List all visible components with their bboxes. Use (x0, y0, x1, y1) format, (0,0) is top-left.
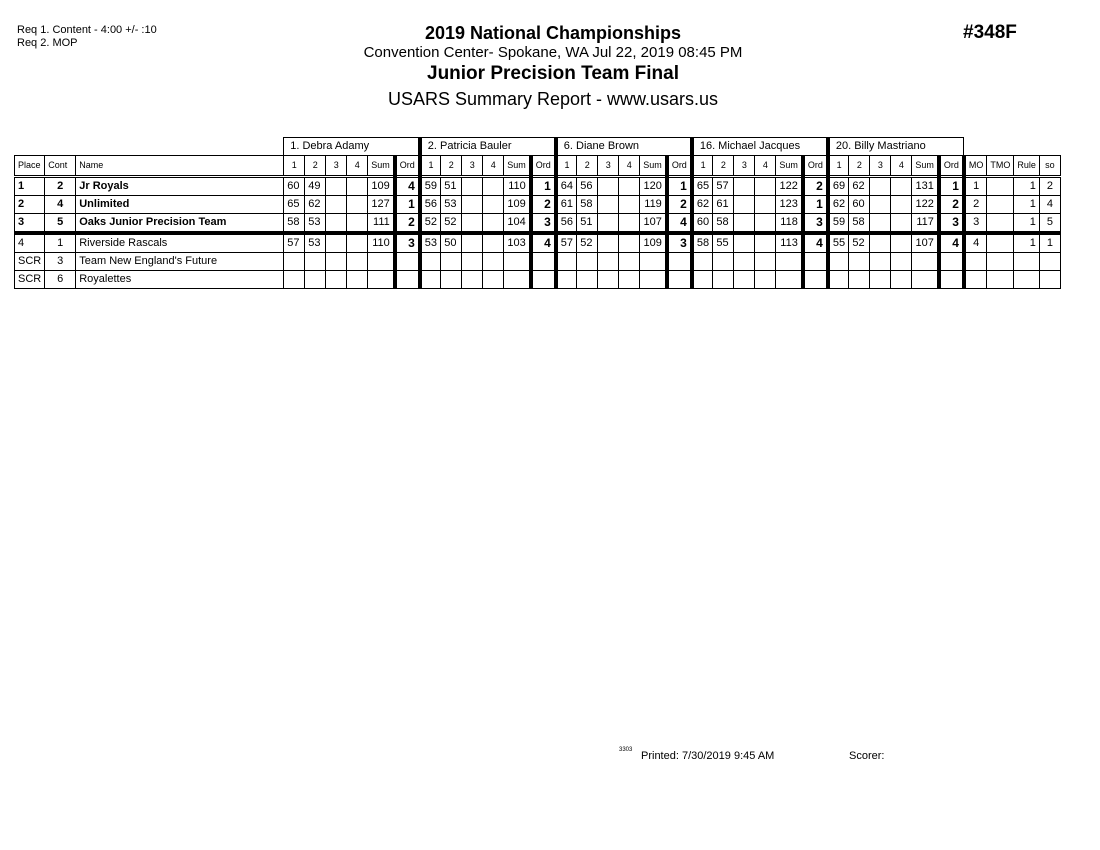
score-ord-cell: 3 (395, 233, 420, 253)
score-s3-cell (598, 253, 619, 271)
column-header-s1: 1 (420, 156, 441, 177)
score-s1-cell (692, 253, 713, 271)
score-s3-cell (462, 233, 483, 253)
score-sum-cell: 117 (912, 214, 939, 234)
score-s4-cell (619, 196, 640, 214)
score-s4-cell (619, 253, 640, 271)
score-s4-cell (619, 177, 640, 196)
score-ord-cell: 2 (667, 196, 692, 214)
score-s1-cell: 56 (556, 214, 577, 234)
score-sum-cell: 104 (504, 214, 531, 234)
score-ord-cell: 1 (395, 196, 420, 214)
score-s4-cell (755, 271, 776, 289)
column-header-s1: 1 (828, 156, 849, 177)
score-s3-cell (870, 177, 891, 196)
score-ord-cell: 1 (803, 196, 828, 214)
score-ord-cell: 4 (667, 214, 692, 234)
score-s3-cell (598, 271, 619, 289)
tmo-cell (987, 214, 1014, 234)
venue-datetime: Convention Center- Spokane, WA Jul 22, 2019 08:45 PM (363, 44, 743, 61)
score-ord-cell: 1 (531, 177, 556, 196)
requirement-2: Req 2. MOP (17, 37, 78, 49)
score-ord-cell: 3 (939, 214, 964, 234)
score-ord-cell: 1 (939, 177, 964, 196)
column-header-s2: 2 (577, 156, 598, 177)
score-s4-cell (891, 214, 912, 234)
score-sum-cell: 110 (504, 177, 531, 196)
score-s2-cell: 53 (305, 214, 326, 234)
score-s2-cell: 52 (441, 214, 462, 234)
column-header-ord: Ord (395, 156, 420, 177)
so-cell (1039, 271, 1060, 289)
judge-name: 16. Michael Jacques (692, 138, 828, 156)
score-s4-cell (619, 271, 640, 289)
score-s2-cell: 58 (713, 214, 734, 234)
report-subtitle: USARS Summary Report - www.usars.us (387, 89, 719, 109)
score-ord-cell: 4 (531, 233, 556, 253)
column-header-cont: Cont (45, 156, 76, 177)
score-s1-cell (284, 253, 305, 271)
score-s3-cell (326, 271, 347, 289)
score-ord-cell: 3 (667, 233, 692, 253)
score-s4-cell (891, 271, 912, 289)
table-row (15, 271, 1061, 289)
score-sum-cell: 131 (912, 177, 939, 196)
rule-cell: 1 (1014, 177, 1040, 196)
score-s2-cell: 58 (577, 196, 598, 214)
table-row (15, 253, 1061, 271)
score-ord-cell (667, 253, 692, 271)
score-sum-cell: 109 (368, 177, 395, 196)
score-s3-cell (598, 177, 619, 196)
score-sum-cell: 127 (368, 196, 395, 214)
score-sum-cell (776, 271, 803, 289)
score-ord-cell (803, 271, 828, 289)
table-row (15, 196, 1061, 214)
score-s2-cell: 49 (305, 177, 326, 196)
table-row (15, 233, 1061, 253)
tmo-cell (987, 253, 1014, 271)
score-s4-cell (347, 253, 368, 271)
score-s4-cell (619, 233, 640, 253)
score-s2-cell (849, 271, 870, 289)
column-header-s3: 3 (462, 156, 483, 177)
so-cell: 5 (1039, 214, 1060, 234)
competition-title: 2019 National Championships (424, 23, 682, 43)
score-s1-cell: 60 (692, 214, 713, 234)
column-header-row (15, 156, 1061, 177)
score-s1-cell: 55 (828, 233, 849, 253)
score-s1-cell: 65 (692, 177, 713, 196)
score-sum-cell: 111 (368, 214, 395, 234)
score-s2-cell: 53 (305, 233, 326, 253)
so-cell: 2 (1039, 177, 1060, 196)
rule-cell: 1 (1014, 196, 1040, 214)
score-s1-cell: 57 (284, 233, 305, 253)
place-cell: SCR (15, 253, 45, 271)
cont-cell: 5 (45, 214, 76, 234)
score-s2-cell: 56 (577, 177, 598, 196)
score-sum-cell (504, 253, 531, 271)
score-s2-cell: 62 (849, 177, 870, 196)
score-ord-cell: 2 (803, 177, 828, 196)
score-s4-cell (483, 233, 504, 253)
column-header-tmo: TMO (987, 156, 1014, 177)
place-cell: SCR (15, 271, 45, 289)
rule-cell: 1 (1014, 233, 1040, 253)
column-header-ord: Ord (939, 156, 964, 177)
score-s4-cell (347, 271, 368, 289)
score-s1-cell: 53 (420, 233, 441, 253)
requirements-block (17, 24, 157, 50)
score-s4-cell (891, 253, 912, 271)
table-row (15, 177, 1061, 196)
score-ord-cell (803, 253, 828, 271)
score-s1-cell: 60 (284, 177, 305, 196)
table-row (15, 214, 1061, 234)
score-s3-cell (462, 196, 483, 214)
score-sum-cell: 119 (640, 196, 667, 214)
team-name-cell: Team New England's Future (76, 253, 284, 271)
place-cell: 2 (15, 196, 45, 214)
score-s1-cell: 65 (284, 196, 305, 214)
score-s1-cell: 59 (828, 214, 849, 234)
mo-cell: 1 (964, 177, 987, 196)
score-s3-cell (734, 233, 755, 253)
score-s4-cell (755, 253, 776, 271)
column-header-so: so (1039, 156, 1060, 177)
score-sum-cell: 109 (504, 196, 531, 214)
rule-cell (1014, 253, 1040, 271)
score-s4-cell (347, 196, 368, 214)
judge-name: 20. Billy Mastriano (828, 138, 964, 156)
score-s3-cell (870, 271, 891, 289)
column-header-place: Place (15, 156, 45, 177)
score-sum-cell: 109 (640, 233, 667, 253)
column-header-s3: 3 (598, 156, 619, 177)
cont-cell: 6 (45, 271, 76, 289)
score-sum-cell (504, 271, 531, 289)
score-ord-cell: 4 (395, 177, 420, 196)
score-s4-cell (755, 196, 776, 214)
scorer-label: Scorer: (849, 750, 885, 762)
results-table (14, 137, 1061, 289)
score-s2-cell (713, 271, 734, 289)
score-s4-cell (619, 214, 640, 234)
score-s2-cell: 53 (441, 196, 462, 214)
score-sum-cell (912, 271, 939, 289)
score-sum-cell: 107 (912, 233, 939, 253)
column-header-s3: 3 (734, 156, 755, 177)
score-sum-cell (368, 253, 395, 271)
score-s3-cell (462, 253, 483, 271)
score-sum-cell: 120 (640, 177, 667, 196)
column-header-s1: 1 (556, 156, 577, 177)
score-s2-cell (441, 271, 462, 289)
score-s1-cell: 69 (828, 177, 849, 196)
cont-cell: 1 (45, 233, 76, 253)
score-s2-cell: 58 (849, 214, 870, 234)
column-header-s3: 3 (870, 156, 891, 177)
judge-header-spacer (15, 138, 284, 156)
score-s4-cell (483, 177, 504, 196)
tmo-cell (987, 196, 1014, 214)
score-ord-cell (939, 271, 964, 289)
score-ord-cell (667, 271, 692, 289)
column-header-s2: 2 (441, 156, 462, 177)
score-sum-cell: 122 (776, 177, 803, 196)
score-s1-cell (828, 253, 849, 271)
so-cell: 1 (1039, 233, 1060, 253)
column-header-sum: Sum (504, 156, 531, 177)
place-cell: 3 (15, 214, 45, 234)
score-s3-cell (326, 177, 347, 196)
requirement-1: Req 1. Content - 4:00 +/- :10 (17, 24, 157, 36)
mo-cell (964, 253, 987, 271)
column-header-sum: Sum (368, 156, 395, 177)
score-s3-cell (870, 233, 891, 253)
column-header-ord: Ord (803, 156, 828, 177)
score-s1-cell: 64 (556, 177, 577, 196)
column-header-s2: 2 (849, 156, 870, 177)
column-header-s2: 2 (305, 156, 326, 177)
so-cell: 4 (1039, 196, 1060, 214)
report-mark: 3303 (619, 747, 633, 753)
score-s1-cell: 58 (284, 214, 305, 234)
score-s2-cell (441, 253, 462, 271)
score-s3-cell (462, 214, 483, 234)
score-sum-cell (776, 253, 803, 271)
score-s4-cell (891, 233, 912, 253)
rule-cell (1014, 271, 1040, 289)
score-sum-cell (368, 271, 395, 289)
mo-cell: 4 (964, 233, 987, 253)
column-header-s4: 4 (483, 156, 504, 177)
score-ord-cell: 3 (803, 214, 828, 234)
score-s2-cell (713, 253, 734, 271)
score-s3-cell (870, 196, 891, 214)
score-sum-cell: 110 (368, 233, 395, 253)
cont-cell: 3 (45, 253, 76, 271)
mo-cell: 3 (964, 214, 987, 234)
column-header-s4: 4 (891, 156, 912, 177)
score-s3-cell (326, 253, 347, 271)
score-s4-cell (347, 233, 368, 253)
column-header-name: Name (76, 156, 284, 177)
mo-cell (964, 271, 987, 289)
team-name-cell: Riverside Rascals (76, 233, 284, 253)
event-number: #348F (963, 22, 1017, 43)
column-header-s1: 1 (284, 156, 305, 177)
score-s3-cell (870, 214, 891, 234)
place-cell: 1 (15, 177, 45, 196)
place-cell: 4 (15, 233, 45, 253)
score-s2-cell: 50 (441, 233, 462, 253)
score-s3-cell (734, 177, 755, 196)
score-s2-cell: 51 (441, 177, 462, 196)
score-sum-cell: 123 (776, 196, 803, 214)
score-s2-cell: 57 (713, 177, 734, 196)
score-s3-cell (870, 253, 891, 271)
score-s3-cell (734, 271, 755, 289)
score-ord-cell: 2 (939, 196, 964, 214)
score-ord-cell: 4 (939, 233, 964, 253)
score-s3-cell (734, 196, 755, 214)
column-header-s1: 1 (692, 156, 713, 177)
column-header-sum: Sum (776, 156, 803, 177)
score-s4-cell (755, 233, 776, 253)
column-header-s2: 2 (713, 156, 734, 177)
score-s3-cell (326, 196, 347, 214)
cont-cell: 4 (45, 196, 76, 214)
score-ord-cell: 2 (395, 214, 420, 234)
score-s3-cell (598, 233, 619, 253)
score-sum-cell (640, 271, 667, 289)
score-sum-cell: 122 (912, 196, 939, 214)
column-header-s4: 4 (755, 156, 776, 177)
score-ord-cell: 3 (531, 214, 556, 234)
score-s2-cell (305, 271, 326, 289)
score-s1-cell (828, 271, 849, 289)
column-header-s4: 4 (619, 156, 640, 177)
score-ord-cell: 2 (531, 196, 556, 214)
score-s1-cell (420, 271, 441, 289)
score-s1-cell (556, 271, 577, 289)
so-cell (1039, 253, 1060, 271)
score-s4-cell (891, 177, 912, 196)
event-name: Junior Precision Team Final (427, 63, 679, 84)
judge-name: 6. Diane Brown (556, 138, 692, 156)
score-s4-cell (483, 196, 504, 214)
score-s2-cell (577, 253, 598, 271)
score-s3-cell (598, 196, 619, 214)
score-s2-cell (577, 271, 598, 289)
score-s3-cell (326, 233, 347, 253)
score-ord-cell: 1 (667, 177, 692, 196)
column-header-s4: 4 (347, 156, 368, 177)
score-s2-cell (849, 253, 870, 271)
score-s4-cell (347, 214, 368, 234)
column-header-sum: Sum (912, 156, 939, 177)
score-s1-cell: 62 (692, 196, 713, 214)
score-s3-cell (326, 214, 347, 234)
score-s3-cell (734, 214, 755, 234)
report-header (330, 22, 776, 111)
tmo-cell (987, 233, 1014, 253)
score-s2-cell: 62 (305, 196, 326, 214)
score-s1-cell: 61 (556, 196, 577, 214)
score-s3-cell (462, 177, 483, 196)
judge-name: 2. Patricia Bauler (420, 138, 556, 156)
score-s2-cell: 61 (713, 196, 734, 214)
score-s4-cell (755, 214, 776, 234)
judge-name: 1. Debra Adamy (284, 138, 420, 156)
score-ord-cell (939, 253, 964, 271)
score-sum-cell: 113 (776, 233, 803, 253)
score-s1-cell: 58 (692, 233, 713, 253)
score-s2-cell: 52 (577, 233, 598, 253)
score-ord-cell (395, 253, 420, 271)
score-s4-cell (483, 214, 504, 234)
judge-header-row (15, 138, 1061, 156)
tmo-cell (987, 177, 1014, 196)
rule-cell: 1 (1014, 214, 1040, 234)
column-header-ord: Ord (667, 156, 692, 177)
team-name-cell: Jr Royals (76, 177, 284, 196)
mo-cell: 2 (964, 196, 987, 214)
score-sum-cell: 107 (640, 214, 667, 234)
column-header-s3: 3 (326, 156, 347, 177)
score-s1-cell: 59 (420, 177, 441, 196)
score-s4-cell (483, 271, 504, 289)
score-ord-cell (531, 253, 556, 271)
column-header-mo: MO (964, 156, 987, 177)
cont-cell: 2 (45, 177, 76, 196)
score-s2-cell: 55 (713, 233, 734, 253)
judge-header-spacer (964, 138, 1061, 156)
score-s1-cell: 57 (556, 233, 577, 253)
score-s2-cell: 52 (849, 233, 870, 253)
score-ord-cell (531, 271, 556, 289)
score-s1-cell (420, 253, 441, 271)
score-s1-cell (692, 271, 713, 289)
score-s4-cell (483, 253, 504, 271)
score-ord-cell: 4 (803, 233, 828, 253)
score-s4-cell (347, 177, 368, 196)
score-s4-cell (891, 196, 912, 214)
score-sum-cell: 103 (504, 233, 531, 253)
score-s4-cell (755, 177, 776, 196)
printed-timestamp: Printed: 7/30/2019 9:45 AM (641, 750, 775, 762)
score-ord-cell (395, 271, 420, 289)
score-sum-cell (912, 253, 939, 271)
column-header-rule: Rule (1014, 156, 1040, 177)
column-header-ord: Ord (531, 156, 556, 177)
score-s1-cell (284, 271, 305, 289)
team-name-cell: Royalettes (76, 271, 284, 289)
tmo-cell (987, 271, 1014, 289)
score-sum-cell: 118 (776, 214, 803, 234)
score-s1-cell: 56 (420, 196, 441, 214)
score-s2-cell (305, 253, 326, 271)
team-name-cell: Unlimited (76, 196, 284, 214)
score-s1-cell: 52 (420, 214, 441, 234)
score-s2-cell: 60 (849, 196, 870, 214)
score-s3-cell (598, 214, 619, 234)
score-s3-cell (462, 271, 483, 289)
column-header-sum: Sum (640, 156, 667, 177)
score-s2-cell: 51 (577, 214, 598, 234)
score-s1-cell: 62 (828, 196, 849, 214)
score-s3-cell (734, 253, 755, 271)
score-sum-cell (640, 253, 667, 271)
score-s1-cell (556, 253, 577, 271)
team-name-cell: Oaks Junior Precision Team (76, 214, 284, 234)
